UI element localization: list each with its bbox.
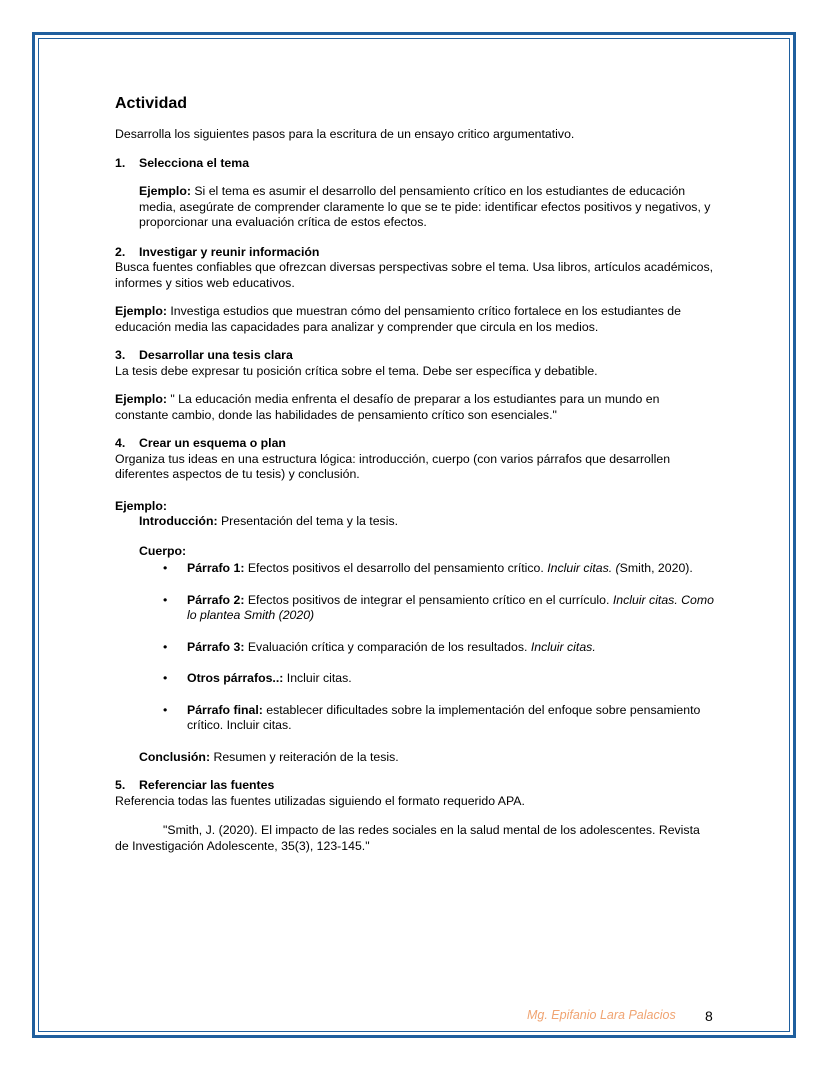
introduction-text: Presentación del tema y la tesis. <box>217 514 399 528</box>
section-1-heading <box>115 156 715 172</box>
paragraph-4-label: Otros párrafos..: <box>187 671 284 685</box>
example-text: Investiga estudios que muestran cómo del pensamiento crítico fortalece en los estudiantes de educación media las capacidades para analizar y comprender que circula en los medios. <box>115 304 681 334</box>
example-text: " La educación media enfrenta el desafío de preparar a los estudiantes para un mundo en constante cambio, donde las habilidades de pensamiento crítico son esenciales." <box>115 392 660 422</box>
list-item <box>187 640 715 656</box>
section-3 <box>115 348 715 423</box>
page-number: 8 <box>705 1008 713 1024</box>
section-1-number: 1. <box>115 155 126 170</box>
paragraph-5-label: Párrafo final: <box>187 702 263 717</box>
section-3-body: La tesis debe expresar tu posición crítica sobre el tema. Debe ser específica y debatible. <box>115 363 598 378</box>
paragraph-2-italic: Incluir citas. Como lo plantea Smith (2020) <box>187 592 714 622</box>
section-4 <box>115 436 715 765</box>
section-5-title: Referenciar las fuentes <box>139 778 275 792</box>
section-2-number: 2. <box>115 244 126 259</box>
introduction-label: Introducción: <box>139 514 218 528</box>
list-item <box>187 561 715 577</box>
section-1-example <box>115 184 715 231</box>
outline-conclusion <box>115 750 715 766</box>
section-2 <box>115 245 715 336</box>
paragraph-1-label: Párrafo 1: <box>187 561 245 575</box>
section-2-title: Investigar y reunir información <box>139 244 320 259</box>
example-text: Si el tema es asumir el desarrollo del pensamiento crítico en los estudiantes de educación media, asegúrate de comprender claramente lo que se te pide: identificar efectos positivos y negativos, y proporcionar una evaluación crítica de estos efectos. <box>139 184 711 229</box>
example-label: Ejemplo: <box>139 184 191 198</box>
example-label: Ejemplo: <box>115 304 167 318</box>
section-3-heading <box>115 348 715 364</box>
section-4-title: Crear un esquema o plan <box>139 436 286 450</box>
example-label: Ejemplo: <box>115 392 167 406</box>
section-1 <box>115 156 715 231</box>
paragraph-2-label: Párrafo 2: <box>187 592 245 607</box>
section-4-heading <box>115 436 715 452</box>
section-4-number: 4. <box>115 436 126 450</box>
section-3-example <box>115 392 715 423</box>
paragraph-5-text: establecer dificultades sobre la implementación del enfoque sobre pensamiento crítico. Incluir citas. <box>187 702 701 732</box>
conclusion-text: Resumen y reiteración de la tesis. <box>210 749 399 764</box>
conclusion-label: Conclusión: <box>139 749 211 764</box>
paragraph-1-text: Efectos positivos el desarrollo del pensamiento crítico. <box>244 561 548 575</box>
section-1-title: Selecciona el tema <box>139 155 250 170</box>
paragraph-3-italic: Incluir citas. <box>530 639 596 654</box>
section-5-number: 5. <box>115 778 126 792</box>
paragraph-3-label: Párrafo 3: <box>187 639 245 654</box>
outline-paragraph-list <box>115 561 715 734</box>
intro-text: Desarrolla los siguientes pasos para la escritura de un ensayo critico argumentativo. <box>115 127 575 141</box>
section-5-heading <box>115 778 715 794</box>
outline-body-label: Cuerpo: <box>139 543 187 558</box>
page-title: Actividad <box>115 95 188 112</box>
section-2-body: Busca fuentes confiables que ofrezcan diversas perspectivas sobre el tema. Usa libros, artículos académicos, informes y sitios web educativos. <box>115 260 714 290</box>
footer-author: Mg. Epifanio Lara Palacios <box>527 1008 676 1022</box>
section-5 <box>115 778 715 854</box>
section-3-number: 3. <box>115 348 126 362</box>
paragraph-4-text: Incluir citas. <box>283 671 352 685</box>
section-5-body: Referencia todas las fuentes utilizadas siguiendo el formato requerido APA. <box>115 793 525 808</box>
example-label: Ejemplo: <box>115 498 167 513</box>
paragraph-2-text: Efectos positivos de integrar el pensamiento crítico en el currículo. <box>244 592 613 607</box>
paragraph-1-italic: Incluir citas. ( <box>547 561 620 575</box>
section-3-title: Desarrollar una tesis clara <box>139 348 293 362</box>
list-item <box>187 671 715 687</box>
section-2-heading <box>115 245 715 261</box>
paragraph-1-tail: Smith, 2020). <box>619 561 693 575</box>
section-2-example <box>115 304 715 335</box>
outline-introduction <box>115 514 715 530</box>
reference-citation: "Smith, J. (2020). El impacto de las redes sociales en la salud mental de los adolescentes. Revista de Investigación Adolescente, 35(3), 123-145." <box>115 823 700 853</box>
list-item <box>187 703 715 734</box>
document-body <box>115 94 715 854</box>
paragraph-3-text: Evaluación crítica y comparación de los resultados. <box>244 639 531 654</box>
section-4-body: Organiza tus ideas en una estructura lógica: introducción, cuerpo (con varios párrafos que desarrollen diferentes aspectos de tu tesis) y conclusión. <box>115 451 671 481</box>
list-item <box>187 593 715 624</box>
